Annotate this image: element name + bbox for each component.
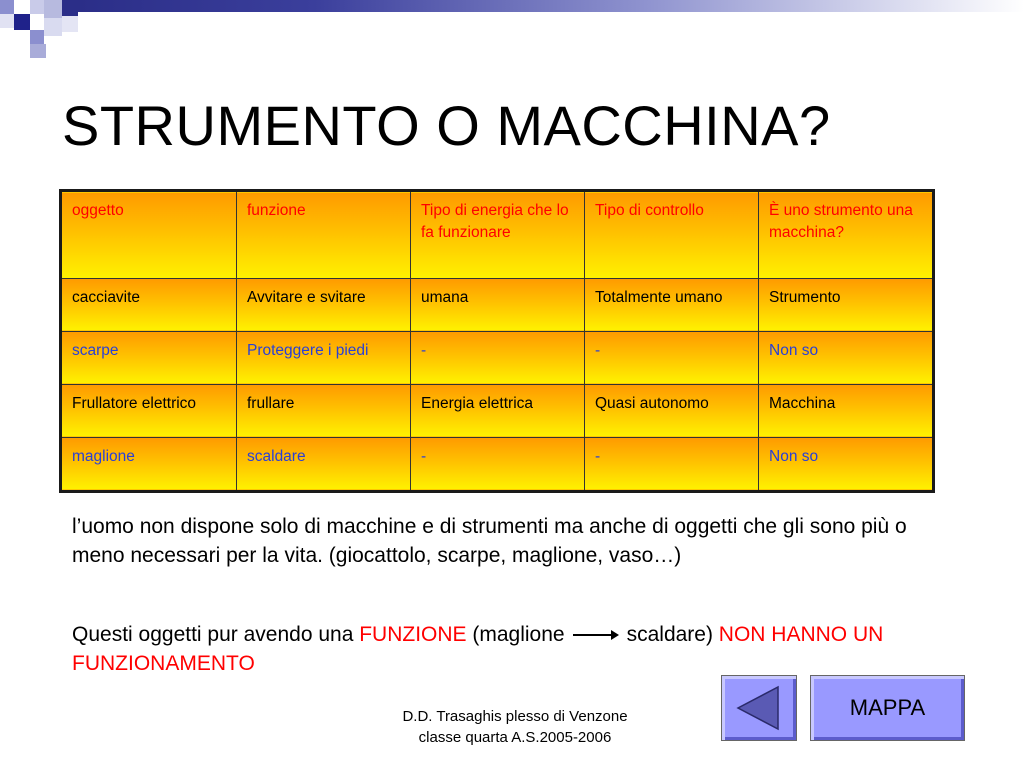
footer-line-1: D.D. Trasaghis plesso di Venzone [402,708,628,725]
table-cell: - [411,331,585,384]
table-cell: scarpe [61,331,237,384]
table-row [61,384,934,437]
page-title: STRUMENTO O MACCHINA? [62,94,831,157]
header-cell: Tipo di energia che lo fa funzionare [411,191,585,279]
deco-square-2 [14,14,30,30]
table-cell: umana [411,278,585,331]
table-header-row [61,191,934,279]
paragraph-conclusion [72,620,932,678]
table-cell: Macchina [759,384,934,437]
table-cell: Quasi autonomo [585,384,759,437]
header-cell: È uno strumento una macchina? [759,191,934,279]
deco-square-6 [30,30,44,44]
triangle-left-icon [736,685,782,731]
table-row [61,437,934,491]
header-cell: Tipo di controllo [585,191,759,279]
table-row [61,331,934,384]
deco-square-9 [30,44,46,58]
table-cell: Non so [759,331,934,384]
deco-square-5 [62,0,78,16]
footer-line-2: classe quarta A.S.2005-2006 [418,729,612,746]
comparison-table [59,189,935,493]
back-button[interactable] [721,675,797,741]
paragraph-text: scaldare) [626,623,719,646]
table-cell: Proteggere i piedi [237,331,411,384]
table-cell: Energia elettrica [411,384,585,437]
footer [360,706,670,748]
header-cell: funzione [237,191,411,279]
table-cell: cacciavite [61,278,237,331]
table-cell: scaldare [237,437,411,491]
table-cell: maglione [61,437,237,491]
header-cell: oggetto [61,191,237,279]
deco-square-4 [44,0,62,18]
table-cell: Frullatore elettrico [61,384,237,437]
table-cell: - [585,437,759,491]
highlight-funzione: FUNZIONE [359,623,467,646]
deco-square-1 [0,0,14,14]
mappa-button[interactable]: MAPPA [810,675,965,741]
paragraph-text: Questi oggetti pur avendo una [72,623,360,646]
highlight-non-funzionamento: NON HANNO UN FUNZIONAMENTO [72,623,884,675]
table-cell: Totalmente umano [585,278,759,331]
table-cell: - [585,331,759,384]
deco-square-3 [30,0,44,14]
table-cell: - [411,437,585,491]
deco-square-10 [0,14,14,28]
deco-square-7 [44,18,62,36]
arrow-right-icon [573,630,619,640]
table-cell: frullare [237,384,411,437]
paragraph-text: (maglione [466,623,565,646]
table-cell: Non so [759,437,934,491]
table-cell: Strumento [759,278,934,331]
deco-square-8 [62,16,78,32]
table-cell: Avvitare e svitare [237,278,411,331]
table-row [61,278,934,331]
paragraph-intro: l’uomo non dispone solo di macchine e di strumenti ma anche di oggetti che gli sono più o meno necessari per la vita. (giocattolo, scarpe, maglione, vaso…) [72,515,907,567]
